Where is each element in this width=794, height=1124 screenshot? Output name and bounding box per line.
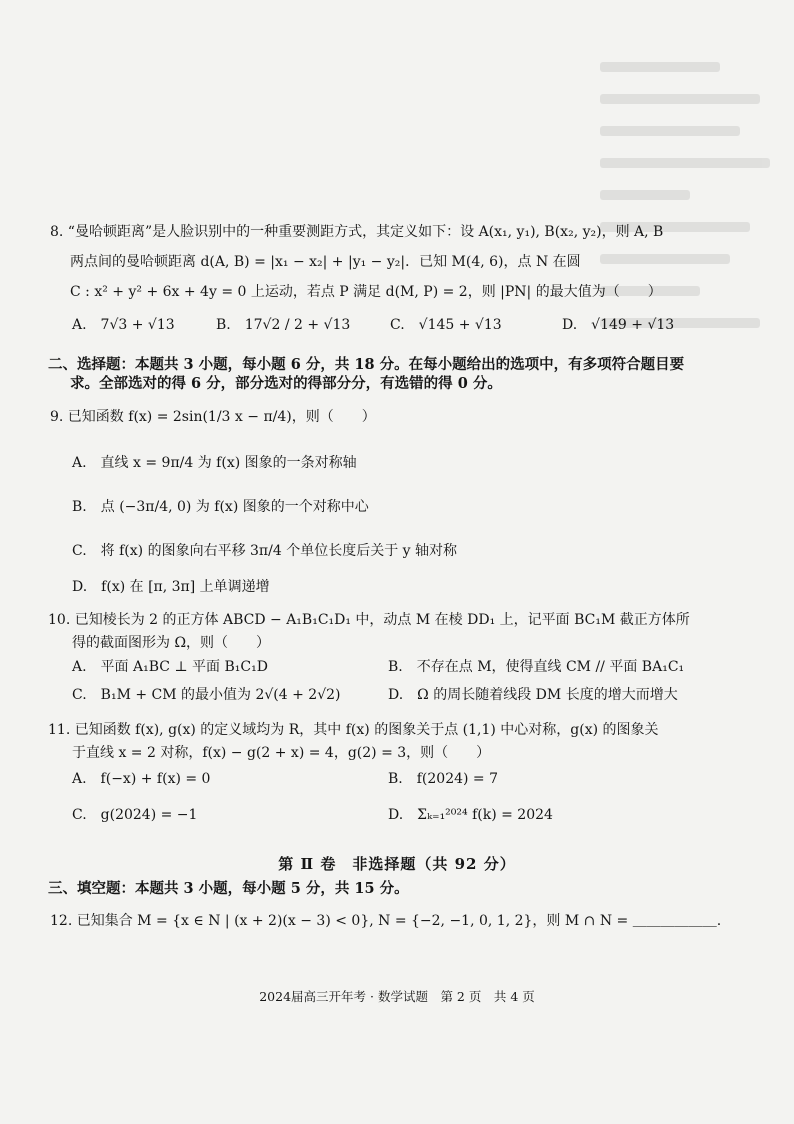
q10-line1: 10. 已知棱长为 2 的正方体 ABCD − A₁B₁C₁D₁ 中，动点 M 在棱 DD₁ 上，记平面 BC₁M 截正方体所 bbox=[48, 612, 690, 628]
q11-option-b: B. f(2024) = 7 bbox=[388, 771, 499, 787]
part2-title: 第 Ⅱ 卷 非选择题（共 92 分） bbox=[278, 855, 516, 873]
q11-option-c: C. g(2024) = −1 bbox=[72, 807, 198, 823]
q10-line2: 得的截面图形为 Ω，则（ ） bbox=[72, 635, 271, 651]
q8-option-a: A. 7√3 + √13 bbox=[72, 317, 175, 333]
q9-stem: 9. 已知函数 f(x) = 2sin(1/3 x − π/4)，则（ ） bbox=[50, 409, 376, 425]
q10-option-b: B. 不存在点 M，使得直线 CM // 平面 BA₁C₁ bbox=[388, 659, 685, 675]
q9-option-b: B. 点 (−3π/4, 0) 为 f(x) 图象的一个对称中心 bbox=[72, 499, 369, 515]
bleed-through-text bbox=[600, 40, 790, 940]
q8-option-c: C. √145 + √13 bbox=[390, 317, 502, 333]
q8-line1: 8. “曼哈顿距离”是人脸识别中的一种重要测距方式，其定义如下：设 A(x₁, y₁), B(x₂, y₂)，则 A, B bbox=[50, 224, 664, 240]
q10-option-d: D. Ω 的周长随着线段 DM 长度的增大而增大 bbox=[388, 687, 678, 703]
q10-option-c: C. B₁M + CM 的最小值为 2√(4 + 2√2) bbox=[72, 687, 341, 703]
q12-stem: 12. 已知集合 M = {x ∈ N | (x + 2)(x − 3) < 0}, N = {−2, −1, 0, 1, 2}，则 M ∩ N = ＿＿＿＿＿＿. bbox=[50, 913, 722, 929]
q8-line3: C : x² + y² + 6x + 4y = 0 上运动，若点 P 满足 d(M, P) = 2，则 |PN| 的最大值为（ ） bbox=[70, 284, 662, 300]
q9-option-c: C. 将 f(x) 的图象向右平移 3π/4 个单位长度后关于 y 轴对称 bbox=[72, 543, 458, 559]
q11-line2: 于直线 x = 2 对称，f(x) − g(2 + x) = 4，g(2) = 3，则（ ） bbox=[72, 745, 491, 761]
section3-heading: 三、填空题：本题共 3 小题，每小题 5 分，共 15 分。 bbox=[48, 880, 409, 897]
q8-line2: 两点间的曼哈顿距离 d(A, B) = |x₁ − x₂| + |y₁ − y₂|．已知 M(4, 6)，点 N 在圆 bbox=[70, 254, 581, 270]
q9-option-a: A. 直线 x = 9π/4 为 f(x) 图象的一条对称轴 bbox=[72, 455, 357, 471]
q11-option-d: D. Σₖ₌₁²⁰²⁴ f(k) = 2024 bbox=[388, 807, 553, 823]
q9-option-d: D. f(x) 在 [π, 3π] 上单调递增 bbox=[72, 579, 270, 595]
q8-option-d: D. √149 + √13 bbox=[562, 317, 675, 333]
section2-heading-line1: 二、选择题：本题共 3 小题，每小题 6 分，共 18 分。在每小题给出的选项中，有多项符合题目要 bbox=[48, 356, 685, 373]
page-footer: 2024届高三开年考 · 数学试题 第 2 页 共 4 页 bbox=[259, 989, 535, 1004]
q11-line1: 11. 已知函数 f(x), g(x) 的定义域均为 R，其中 f(x) 的图象关于点 (1,1) 中心对称，g(x) 的图象关 bbox=[48, 722, 659, 738]
q8-option-b: B. 17√2 / 2 + √13 bbox=[216, 317, 351, 333]
q11-option-a: A. f(−x) + f(x) = 0 bbox=[72, 771, 211, 787]
q10-option-a: A. 平面 A₁BC ⊥ 平面 B₁C₁D bbox=[72, 659, 268, 675]
section2-heading-line2: 求。全部选对的得 6 分，部分选对的得部分分，有选错的得 0 分。 bbox=[70, 375, 502, 392]
